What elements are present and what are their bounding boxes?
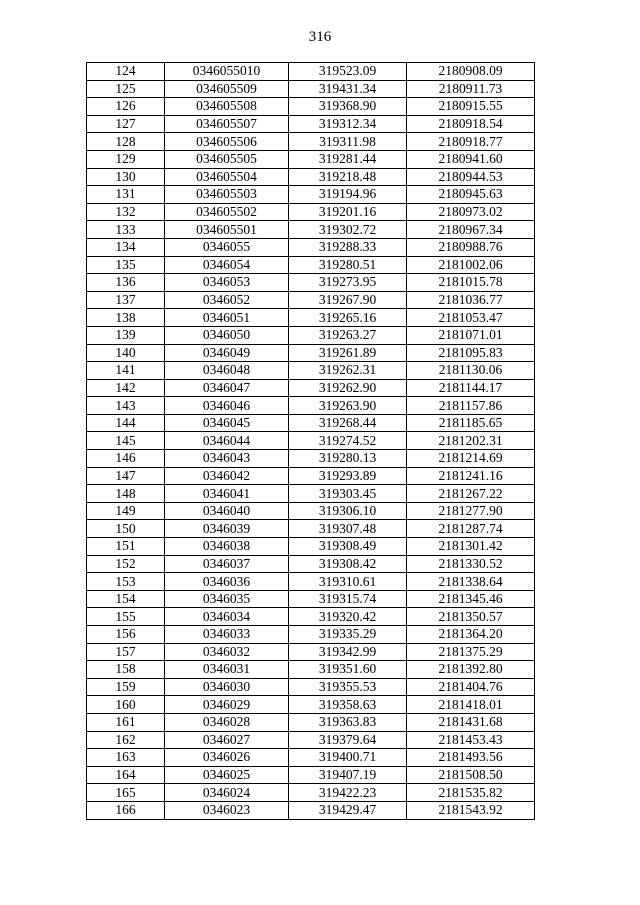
y-coordinate-cell: 2181157.86: [407, 397, 535, 415]
code-cell: 0346055010: [165, 63, 289, 81]
row-number-cell: 134: [87, 238, 165, 256]
row-number-cell: 140: [87, 344, 165, 362]
table-row: [87, 608, 535, 626]
code-cell: 034605502: [165, 203, 289, 221]
row-number-cell: 154: [87, 590, 165, 608]
row-number-cell: 131: [87, 186, 165, 204]
y-coordinate-cell: 2181053.47: [407, 309, 535, 327]
row-number-cell: 161: [87, 713, 165, 731]
table-row: [87, 590, 535, 608]
code-cell: 0346051: [165, 309, 289, 327]
code-cell: 0346043: [165, 450, 289, 468]
row-number-cell: 166: [87, 801, 165, 819]
x-coordinate-cell: 319303.45: [289, 485, 407, 503]
table-row: [87, 678, 535, 696]
x-coordinate-cell: 319355.53: [289, 678, 407, 696]
row-number-cell: 164: [87, 766, 165, 784]
x-coordinate-cell: 319308.42: [289, 555, 407, 573]
x-coordinate-cell: 319368.90: [289, 98, 407, 116]
row-number-cell: 160: [87, 696, 165, 714]
y-coordinate-cell: 2181418.01: [407, 696, 535, 714]
table-row: [87, 379, 535, 397]
table-row: [87, 362, 535, 380]
row-number-cell: 142: [87, 379, 165, 397]
table-row: [87, 274, 535, 292]
table-row: [87, 98, 535, 116]
row-number-cell: 135: [87, 256, 165, 274]
row-number-cell: 127: [87, 115, 165, 133]
code-cell: 0346037: [165, 555, 289, 573]
x-coordinate-cell: 319407.19: [289, 766, 407, 784]
y-coordinate-cell: 2180944.53: [407, 168, 535, 186]
code-cell: 034605508: [165, 98, 289, 116]
table-row: [87, 186, 535, 204]
y-coordinate-cell: 2181185.65: [407, 414, 535, 432]
code-cell: 0346045: [165, 414, 289, 432]
x-coordinate-cell: 319311.98: [289, 133, 407, 151]
row-number-cell: 124: [87, 63, 165, 81]
y-coordinate-cell: 2181214.69: [407, 450, 535, 468]
y-coordinate-cell: 2181375.29: [407, 643, 535, 661]
row-number-cell: 148: [87, 485, 165, 503]
x-coordinate-cell: 319358.63: [289, 696, 407, 714]
code-cell: 0346023: [165, 801, 289, 819]
table-row: [87, 309, 535, 327]
code-cell: 0346028: [165, 713, 289, 731]
x-coordinate-cell: 319308.49: [289, 538, 407, 556]
row-number-cell: 132: [87, 203, 165, 221]
row-number-cell: 156: [87, 626, 165, 644]
code-cell: 0346048: [165, 362, 289, 380]
row-number-cell: 163: [87, 749, 165, 767]
table-row: [87, 801, 535, 819]
x-coordinate-cell: 319312.34: [289, 115, 407, 133]
y-coordinate-cell: 2180908.09: [407, 63, 535, 81]
y-coordinate-cell: 2180945.63: [407, 186, 535, 204]
y-coordinate-cell: 2181002.06: [407, 256, 535, 274]
x-coordinate-cell: 319429.47: [289, 801, 407, 819]
table-row: [87, 555, 535, 573]
code-cell: 0346052: [165, 291, 289, 309]
table-row: [87, 150, 535, 168]
x-coordinate-cell: 319267.90: [289, 291, 407, 309]
row-number-cell: 130: [87, 168, 165, 186]
x-coordinate-cell: 319335.29: [289, 626, 407, 644]
code-cell: 0346038: [165, 538, 289, 556]
code-cell: 0346050: [165, 326, 289, 344]
x-coordinate-cell: 319310.61: [289, 573, 407, 591]
y-coordinate-cell: 2181241.16: [407, 467, 535, 485]
row-number-cell: 152: [87, 555, 165, 573]
x-coordinate-cell: 319422.23: [289, 784, 407, 802]
table-row: [87, 573, 535, 591]
table-row: [87, 467, 535, 485]
y-coordinate-cell: 2180988.76: [407, 238, 535, 256]
code-cell: 0346031: [165, 661, 289, 679]
table-row: [87, 485, 535, 503]
y-coordinate-cell: 2181277.90: [407, 502, 535, 520]
table-row: [87, 256, 535, 274]
y-coordinate-cell: 2181535.82: [407, 784, 535, 802]
x-coordinate-cell: 319379.64: [289, 731, 407, 749]
code-cell: 034605509: [165, 80, 289, 98]
x-coordinate-cell: 319263.90: [289, 397, 407, 415]
y-coordinate-cell: 2181453.43: [407, 731, 535, 749]
code-cell: 0346036: [165, 573, 289, 591]
row-number-cell: 157: [87, 643, 165, 661]
x-coordinate-cell: 319363.83: [289, 713, 407, 731]
y-coordinate-cell: 2181404.76: [407, 678, 535, 696]
y-coordinate-cell: 2181493.56: [407, 749, 535, 767]
y-coordinate-cell: 2181202.31: [407, 432, 535, 450]
x-coordinate-cell: 319280.51: [289, 256, 407, 274]
table-row: [87, 626, 535, 644]
table-row: [87, 766, 535, 784]
table-row: [87, 696, 535, 714]
x-coordinate-cell: 319273.95: [289, 274, 407, 292]
code-cell: 0346044: [165, 432, 289, 450]
code-cell: 034605504: [165, 168, 289, 186]
row-number-cell: 146: [87, 450, 165, 468]
code-cell: 0346026: [165, 749, 289, 767]
table-row: [87, 63, 535, 81]
table-row: [87, 432, 535, 450]
y-coordinate-cell: 2181267.22: [407, 485, 535, 503]
table-body: [87, 63, 535, 820]
x-coordinate-cell: 319302.72: [289, 221, 407, 239]
x-coordinate-cell: 319431.34: [289, 80, 407, 98]
x-coordinate-cell: 319268.44: [289, 414, 407, 432]
code-cell: 034605501: [165, 221, 289, 239]
code-cell: 034605503: [165, 186, 289, 204]
y-coordinate-cell: 2181543.92: [407, 801, 535, 819]
x-coordinate-cell: 319274.52: [289, 432, 407, 450]
code-cell: 0346046: [165, 397, 289, 415]
y-coordinate-cell: 2181036.77: [407, 291, 535, 309]
row-number-cell: 129: [87, 150, 165, 168]
code-cell: 0346042: [165, 467, 289, 485]
row-number-cell: 162: [87, 731, 165, 749]
row-number-cell: 155: [87, 608, 165, 626]
x-coordinate-cell: 319351.60: [289, 661, 407, 679]
x-coordinate-cell: 319523.09: [289, 63, 407, 81]
y-coordinate-cell: 2181364.20: [407, 626, 535, 644]
row-number-cell: 143: [87, 397, 165, 415]
x-coordinate-cell: 319288.33: [289, 238, 407, 256]
table-row: [87, 643, 535, 661]
code-cell: 0346047: [165, 379, 289, 397]
row-number-cell: 136: [87, 274, 165, 292]
x-coordinate-cell: 319281.44: [289, 150, 407, 168]
table-row: [87, 749, 535, 767]
y-coordinate-cell: 2181431.68: [407, 713, 535, 731]
y-coordinate-cell: 2181071.01: [407, 326, 535, 344]
y-coordinate-cell: 2181287.74: [407, 520, 535, 538]
code-cell: 034605507: [165, 115, 289, 133]
code-cell: 0346033: [165, 626, 289, 644]
x-coordinate-cell: 319194.96: [289, 186, 407, 204]
table-row: [87, 520, 535, 538]
x-coordinate-cell: 319262.90: [289, 379, 407, 397]
row-number-cell: 144: [87, 414, 165, 432]
code-cell: 0346035: [165, 590, 289, 608]
y-coordinate-cell: 2181144.17: [407, 379, 535, 397]
y-coordinate-cell: 2180918.77: [407, 133, 535, 151]
x-coordinate-cell: 319320.42: [289, 608, 407, 626]
table-row: [87, 221, 535, 239]
table-row: [87, 344, 535, 362]
row-number-cell: 151: [87, 538, 165, 556]
y-coordinate-cell: 2180915.55: [407, 98, 535, 116]
row-number-cell: 133: [87, 221, 165, 239]
y-coordinate-cell: 2181330.52: [407, 555, 535, 573]
x-coordinate-cell: 319342.99: [289, 643, 407, 661]
code-cell: 0346034: [165, 608, 289, 626]
x-coordinate-cell: 319306.10: [289, 502, 407, 520]
row-number-cell: 159: [87, 678, 165, 696]
x-coordinate-cell: 319262.31: [289, 362, 407, 380]
row-number-cell: 147: [87, 467, 165, 485]
y-coordinate-cell: 2181130.06: [407, 362, 535, 380]
code-cell: 0346030: [165, 678, 289, 696]
table-row: [87, 414, 535, 432]
x-coordinate-cell: 319265.16: [289, 309, 407, 327]
x-coordinate-cell: 319307.48: [289, 520, 407, 538]
table-row: [87, 731, 535, 749]
x-coordinate-cell: 319280.13: [289, 450, 407, 468]
y-coordinate-cell: 2181508.50: [407, 766, 535, 784]
y-coordinate-cell: 2181345.46: [407, 590, 535, 608]
code-cell: 034605506: [165, 133, 289, 151]
y-coordinate-cell: 2181338.64: [407, 573, 535, 591]
row-number-cell: 125: [87, 80, 165, 98]
row-number-cell: 153: [87, 573, 165, 591]
row-number-cell: 145: [87, 432, 165, 450]
y-coordinate-cell: 2181015.78: [407, 274, 535, 292]
table-row: [87, 168, 535, 186]
y-coordinate-cell: 2181350.57: [407, 608, 535, 626]
code-cell: 0346054: [165, 256, 289, 274]
page-number: 316: [308, 29, 332, 45]
table-row: [87, 133, 535, 151]
code-cell: 0346029: [165, 696, 289, 714]
table-row: [87, 238, 535, 256]
table-row: [87, 502, 535, 520]
table-row: [87, 115, 535, 133]
code-cell: 034605505: [165, 150, 289, 168]
y-coordinate-cell: 2180911.73: [407, 80, 535, 98]
y-coordinate-cell: 2181301.42: [407, 538, 535, 556]
table-row: [87, 784, 535, 802]
x-coordinate-cell: 319261.89: [289, 344, 407, 362]
row-number-cell: 128: [87, 133, 165, 151]
row-number-cell: 141: [87, 362, 165, 380]
table-row: [87, 80, 535, 98]
code-cell: 0346049: [165, 344, 289, 362]
code-cell: 0346027: [165, 731, 289, 749]
row-number-cell: 149: [87, 502, 165, 520]
row-number-cell: 126: [87, 98, 165, 116]
row-number-cell: 138: [87, 309, 165, 327]
code-cell: 0346040: [165, 502, 289, 520]
y-coordinate-cell: 2180967.34: [407, 221, 535, 239]
table-row: [87, 538, 535, 556]
row-number-cell: 165: [87, 784, 165, 802]
x-coordinate-cell: 319293.89: [289, 467, 407, 485]
code-cell: 0346053: [165, 274, 289, 292]
code-cell: 0346041: [165, 485, 289, 503]
y-coordinate-cell: 2181095.83: [407, 344, 535, 362]
table-row: [87, 661, 535, 679]
table-row: [87, 397, 535, 415]
x-coordinate-cell: 319315.74: [289, 590, 407, 608]
x-coordinate-cell: 319400.71: [289, 749, 407, 767]
row-number-cell: 150: [87, 520, 165, 538]
row-number-cell: 158: [87, 661, 165, 679]
code-cell: 0346025: [165, 766, 289, 784]
table-row: [87, 326, 535, 344]
table-row: [87, 713, 535, 731]
y-coordinate-cell: 2180918.54: [407, 115, 535, 133]
x-coordinate-cell: 319201.16: [289, 203, 407, 221]
code-cell: 0346055: [165, 238, 289, 256]
x-coordinate-cell: 319218.48: [289, 168, 407, 186]
y-coordinate-cell: 2180973.02: [407, 203, 535, 221]
row-number-cell: 139: [87, 326, 165, 344]
table-row: [87, 203, 535, 221]
table-row: [87, 450, 535, 468]
coordinates-table: [86, 62, 535, 820]
code-cell: 0346032: [165, 643, 289, 661]
table-row: [87, 291, 535, 309]
y-coordinate-cell: 2180941.60: [407, 150, 535, 168]
x-coordinate-cell: 319263.27: [289, 326, 407, 344]
code-cell: 0346024: [165, 784, 289, 802]
code-cell: 0346039: [165, 520, 289, 538]
y-coordinate-cell: 2181392.80: [407, 661, 535, 679]
row-number-cell: 137: [87, 291, 165, 309]
